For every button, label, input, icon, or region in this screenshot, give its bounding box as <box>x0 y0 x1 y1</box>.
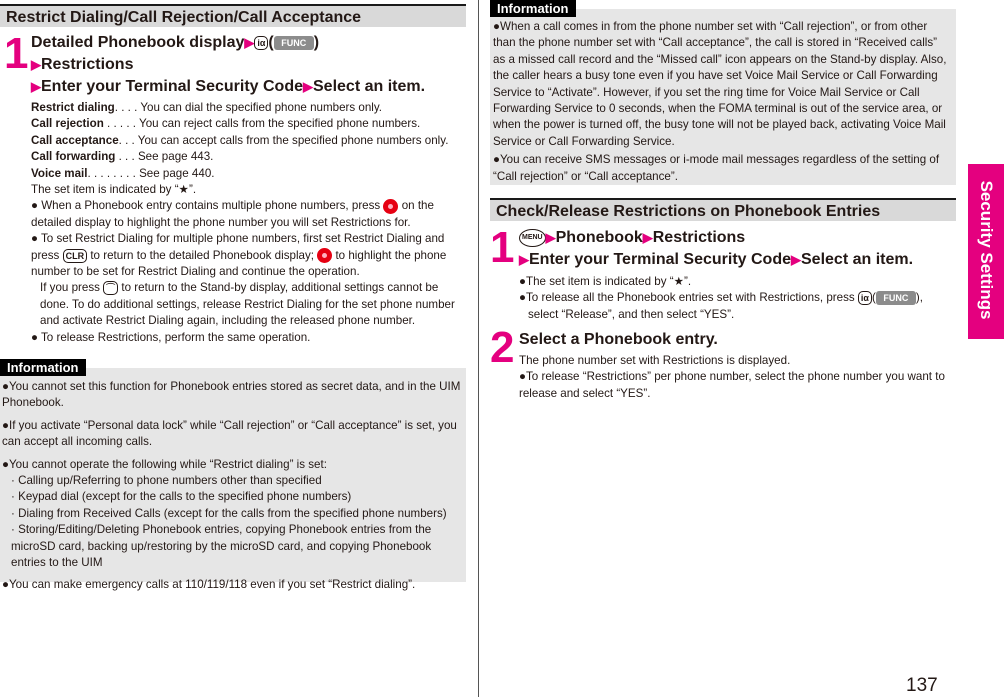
step1-line3: ▶Enter your Terminal Security Code▶Select an item. <box>31 78 426 95</box>
info-tag-right: Information <box>490 0 576 17</box>
definitions-list <box>31 100 467 346</box>
clr-key-icon: CLR <box>63 249 88 263</box>
arrow-icon: ▶ <box>642 230 653 245</box>
func-key-icon: FUNC <box>274 36 314 50</box>
step-number-2: 2 <box>490 323 515 372</box>
step1-line1-text: Detailed Phonebook display <box>31 34 245 51</box>
step-number-1: 1 <box>490 223 515 272</box>
step-number-1: 1 <box>4 29 29 78</box>
bullet-standby-note: If you press ⌒ to return to the Stand-by display, additional settings cannot be done. To do additional settings, release Restrict Dialing for the set phone number and activate Restrict Dialing again, including the released phone number. <box>40 281 455 328</box>
note-item: ●To release all the Phonebook entries set with Restrictions, press iα ( FUNC ), <box>519 291 923 305</box>
step2-desc: The phone number set with Restrictions is displayed. <box>519 354 791 367</box>
info-tag-left: Information <box>0 359 86 376</box>
info-list-left <box>2 379 462 594</box>
section-title-restrict: Restrict Dialing/Call Rejection/Call Acceptance <box>0 4 466 27</box>
arrow-icon: ▶ <box>791 252 801 267</box>
info-list-right <box>493 19 952 185</box>
end-call-key-icon: ⌒ <box>103 281 118 295</box>
column-divider <box>478 0 479 697</box>
func-key-icon: FUNC <box>876 291 916 305</box>
info-sub-item: · Storing/Editing/Deleting Phonebook entries, copying Phonebook entries from the microSD card, backing up/restoring by the microSD card, and copying Phonebook entries to the UIM <box>11 523 432 570</box>
note-item: ●To release “Restrictions” per phone number, select the phone number you want to release and select “YES”. <box>519 370 945 400</box>
note-item-cont: select “Release”, and then select “YES”. <box>528 307 735 321</box>
info-item: ●You cannot set this function for Phonebook entries stored as secret data, and in the UIM Phonebook. <box>2 380 461 410</box>
page-number: 137 <box>906 675 938 696</box>
indicator-note: The set item is indicated by “★”. <box>31 183 197 197</box>
info-sub-item: · Keypad dial (except for the calls to the specified phone numbers) <box>11 490 352 504</box>
arrow-icon: ▶ <box>545 230 556 245</box>
section-title-check-release: Check/Release Restrictions on Phonebook Entries <box>490 198 956 221</box>
arrow-icon: ▶ <box>519 252 529 267</box>
def-call-rejection: Call rejection . . . . . You can reject calls from the specified phone numbers. <box>31 117 421 131</box>
arrow-icon: ▶ <box>303 79 313 94</box>
step1-line1: MENU ▶Phonebook▶Restrictions <box>519 227 745 248</box>
info-item: ●You can make emergency calls at 110/119/118 even if you set “Restrict dialing”. <box>2 578 416 592</box>
step2-title: Select a Phonebook entry. <box>519 331 718 348</box>
step1-notes <box>519 274 955 323</box>
step1-line1: Detailed Phonebook display▶ iα ( FUNC ) <box>31 34 320 51</box>
bullet-set-multiple: ● To set Restrict Dialing for multiple phone numbers, first set Restrict Dialing and press CLR to return to the detailed Phonebook display; to highlight the phone number to be set for Restrict Dialing and continue the operation. <box>31 232 447 279</box>
info-item: ●When a call comes in from the phone number set with “Call rejection”, or from other than the phone number set with “Call acceptance”, the call is stored in “Received calls” as a missed call record and the “Missed call” icon appears on the Stand-by display. Also, the caller hears a busy tone even if you have set Voice Mail Service or Call Forwarding Service to “Activate”. However, if you set the ring time for Voice Mail Service or Call Forwarding Service to 0 seconds, when the FOMA terminal is out of the service area, or when the power is turned off, the busy tone will not be played back, activating Voice Mail Service or Call Forwarding Service. <box>493 20 947 148</box>
arrow-icon: ▶ <box>31 57 41 72</box>
multi-cursor-key-icon <box>383 199 398 214</box>
info-item: ●You can receive SMS messages or i-mode mail messages regardless of the setting of “Call rejection” or “Call acceptance”. <box>493 153 940 183</box>
info-sub-item: · Calling up/Referring to phone numbers other than specified <box>11 474 322 488</box>
def-call-acceptance: Call acceptance. . . You can accept calls from the specified phone numbers only. <box>31 133 449 147</box>
info-sub-item: · Dialing from Received Calls (except for the calls from the specified phone numbers) <box>11 506 447 520</box>
def-call-forwarding: Call forwarding . . . See page 443. <box>31 150 214 164</box>
i-alpha-key-icon: iα <box>858 291 872 305</box>
arrow-icon: ▶ <box>31 79 41 94</box>
info-item: ●You cannot operate the following while “Restrict dialing” is set: <box>2 457 327 471</box>
info-item: ●If you activate “Personal data lock” while “Call rejection” or “Call acceptance” is set, you can accept all incoming calls. <box>2 418 457 449</box>
step1-line2: ▶Enter your Terminal Security Code▶Select an item. <box>519 251 914 268</box>
multi-cursor-key-icon <box>317 248 332 263</box>
i-alpha-key-icon: iα <box>254 36 268 50</box>
def-restrict-dialing: Restrict dialing. . . . You can dial the specified phone numbers only. <box>31 101 383 114</box>
def-voice-mail: Voice mail. . . . . . . . See page 440. <box>31 166 215 180</box>
side-tab-label: Security Settings <box>977 180 996 320</box>
arrow-icon: ▶ <box>244 35 255 50</box>
step1-line2: ▶Restrictions <box>31 56 134 73</box>
note-item: ●The set item is indicated by “★”. <box>519 275 692 288</box>
step2-notes <box>519 353 955 402</box>
bullet-multiple-numbers: ● When a Phonebook entry contains multiple phone numbers, press on the detailed display to highlight the phone number you will set Restrictions for. <box>31 199 434 229</box>
bullet-release: ● To release Restrictions, perform the same operation. <box>31 330 311 344</box>
menu-key-icon: MENU <box>519 229 546 247</box>
